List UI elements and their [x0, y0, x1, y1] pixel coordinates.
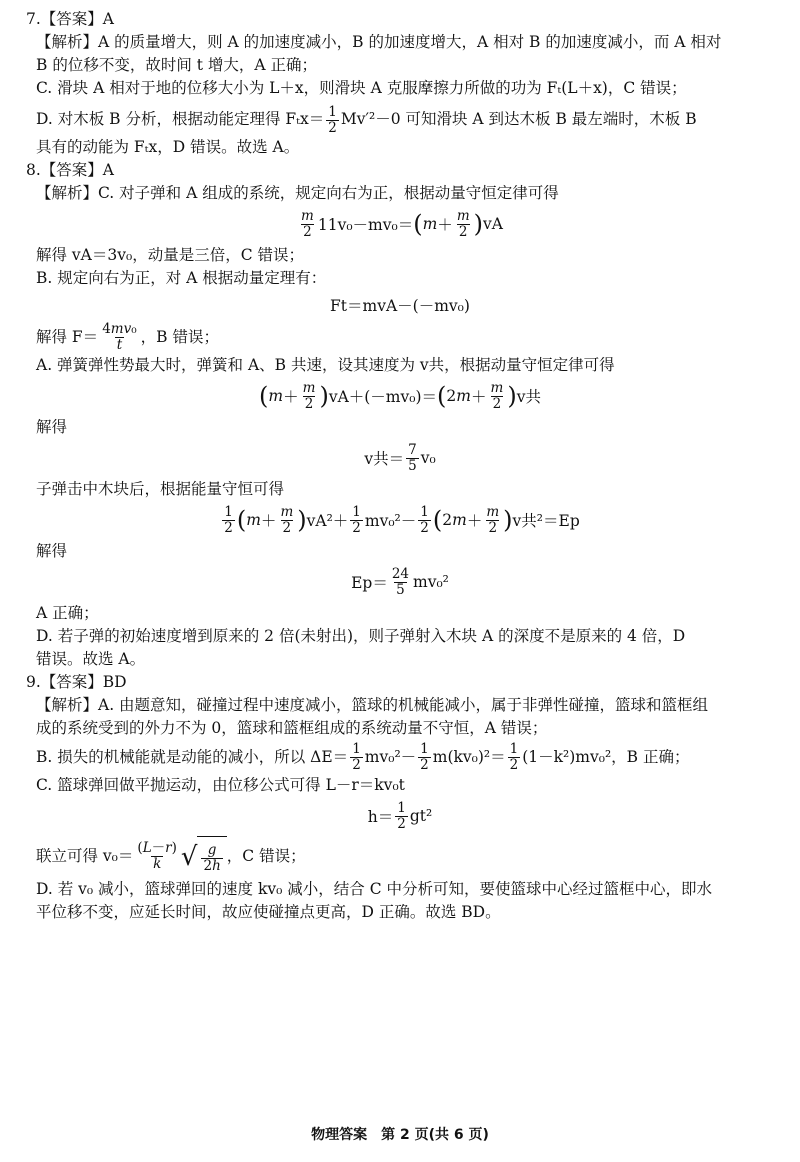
- q8-option-d-line-1: D. 若子弹的初始速度增到原来的 2 倍(未射出)，则子弹射入木块 A 的深度不是原来的 4 倍，D: [36, 626, 686, 645]
- q8-equation-energy: $\frac{1}{2}$ ( m ＋ $\frac{m}{2}$ ) vA²＋ $\frac{1}{2}$ mv₀²－ $\frac{1}{2}$ ( 2 m ＋ $\frac{m}{2}$ ) v共²＝Ep: [224, 503, 580, 536]
- q7-option-d: D. 对木板 B 分析，根据动能定理得 Fₜx＝ $\frac{1}{2}$ Mv′²－0 可知滑块 A 到达木板 B 最左端时，木板 B: [36, 103, 697, 136]
- q9-option-b: B. 损失的机械能就是动能的减小，所以 ΔE＝ $\frac{1}{2}$ mv₀²－ $\frac{1}{2}$ m(kv₀)²＝ $\frac{1}{2}$ (1－k²)mv₀²，B 正确；: [36, 741, 690, 773]
- q8-answer-heading: 8.【答案】A: [26, 160, 114, 179]
- q7-analysis-line-1: 【解析】A 的质量增大，则 A 的加速度减小，B 的加速度增大，A 相对 B 的加速度减小，而 A 相对: [36, 33, 722, 51]
- q9-answer-heading: 9.【答案】BD: [26, 672, 127, 691]
- q8-equation-v-common: v共＝ $\frac{7}{5}$ v₀: [364, 441, 436, 474]
- q8-result-b: 解得 F＝ $\frac{\text{4mv₀}}{t}$ ，B 错误；: [36, 321, 219, 353]
- q7-option-c: C. 滑块 A 相对于地的位移大小为 L＋x，则滑块 A 克服摩擦力所做的功为 Fₜ(L＋x)，C 错误；: [36, 79, 687, 97]
- q8-analysis-line-1: 【解析】C. 对子弹和 A 组成的系统，规定向右为正，根据动量守恒定律可得: [36, 183, 559, 202]
- q8-option-a: A. 弹簧弹性势最大时，弹簧和 A、B 共速，设其速度为 v共，根据动量守恒定律可得: [36, 355, 615, 374]
- q8-solve-label-1: 解得: [36, 417, 68, 436]
- q9-analysis-line-2: 成的系统受到的外力不为 0，篮球和篮框组成的系统动量不守恒，A 错误；: [36, 718, 548, 737]
- q7-conclusion: 具有的动能为 Fₜx，D 错误。故选 A。: [36, 137, 300, 156]
- q7-answer-heading: 7.【答案】A: [26, 10, 114, 28]
- q8-option-b: B. 规定向右为正，对 A 根据动量定理有：: [36, 268, 327, 287]
- q8-equation-momentum: $\frac{m}{2}$ 11v₀－mv₀＝ ( m ＋ $\frac{m}{2}$ ) vA: [301, 207, 503, 240]
- q8-equation-ep: Ep＝ $\frac{24}{5}$ mv₀²: [351, 565, 449, 598]
- q8-result-a: A 正确；: [36, 603, 99, 622]
- q8-solve-label-2: 解得: [36, 541, 68, 560]
- q9-result-c: 联立可得 v₀＝ $\frac{(L-r)}{k}$ √ $\frac{g}{2h}$ ，C 错误；: [26, 836, 774, 878]
- q8-option-d-line-2: 错误。故选 A。: [36, 649, 146, 668]
- q9-analysis-line-1: 【解析】A. 由题意知，碰撞过程中速度减小，篮球的机械能减小，属于非弹性碰撞，篮球和篮框组: [36, 695, 709, 714]
- page-footer: 物理答案 第 2 页(共 6 页): [311, 1127, 489, 1143]
- q9-equation-height: h＝ $\frac{1}{2}$ gt²: [367, 799, 433, 832]
- q9-option-d-line-1: D. 若 v₀ 减小，篮球弹回的速度 kv₀ 减小，结合 C 中分析可知，要使篮球中心经过篮框中心，即水: [36, 879, 712, 898]
- q8-equation-impulse: Ft＝mvA－(－mv₀): [330, 296, 470, 315]
- q8-result-c: 解得 vA＝3v₀，动量是三倍，C 错误；: [36, 245, 304, 264]
- q8-equation-common-velocity: ( m ＋ $\frac{m}{2}$ ) vA＋(－mv₀)＝ ( 2 m ＋ $\frac{m}{2}$ ) v共: [259, 379, 541, 412]
- q7-analysis-line-2: B 的位移不变，故时间 t 增大，A 正确；: [36, 56, 318, 74]
- q9-option-d-line-2: 平位移不变，应延长时间，故应使碰撞点更高，D 正确。故选 BD。: [36, 902, 501, 921]
- q9-option-c: C. 篮球弹回做平抛运动，由位移公式可得 L－r＝kv₀t: [36, 775, 405, 794]
- q8-energy-intro: 子弹击中木块后，根据能量守恒可得: [36, 479, 285, 498]
